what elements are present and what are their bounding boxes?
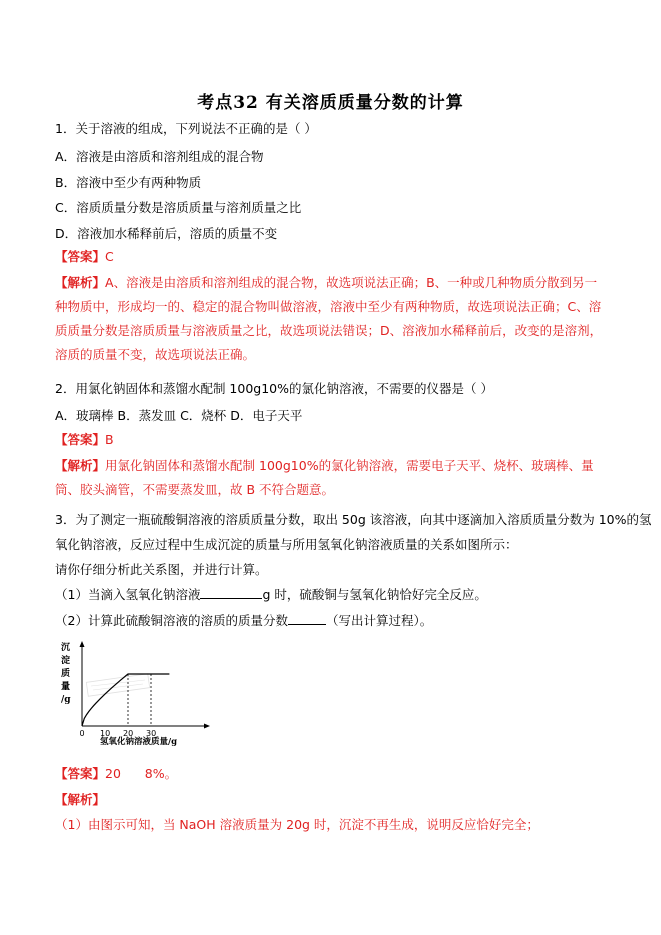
q2-stem: 2．用氯化钠固体和蒸馏水配制 100g10%的氯化钠溶液，不需要的仪器是（ ） xyxy=(55,381,493,396)
x-axis-arrow xyxy=(204,724,210,729)
analysis-text: A、溶液是由溶质和溶剂组成的混合物，故选项说法正确；B、一种或几种物质分散到另一种物质中，形成均一的、稳定的混合物叫做溶液，溶液中至少有两种物质，故选项说法正确；C、溶质质量分数是溶质质量与溶液质量之比，故选项说法错误；D、溶液加水稀释前后，改变的是溶剂，溶质的质量不变，故选项说法正确。 xyxy=(55,275,603,362)
q3-part2: （2）计算此硫酸铜溶液的溶质的质量分数 （写出计算过程）。 xyxy=(55,613,433,628)
answer-blank-1[interactable] xyxy=(200,586,262,599)
q1-stem: 1．关于溶液的组成，下列说法不正确的是（ ） xyxy=(55,121,317,136)
q1-analysis xyxy=(55,271,607,367)
q3-part1: （1）当滴入氢氧化钠溶液 g 时，硫酸铜与氢氧化钠恰好完全反应。 xyxy=(55,587,487,602)
y-axis-label-char: 淀 xyxy=(61,656,71,666)
precipitate-curve xyxy=(82,674,169,726)
x-tick-label: 0 xyxy=(79,729,85,738)
x-tick-label: 10 xyxy=(100,729,111,738)
x-tick-label: 20 xyxy=(123,729,134,738)
q3-stem-line2: 氧化钠溶液，反应过程中生成沉淀的质量与所用氢氧化钠溶液质量的关系如图所示： xyxy=(55,537,518,552)
q3-stem-line1: 3．为了测定一瓶硫酸铜溶液的溶质质量分数，取出 50g 该溶液，向其中逐滴加入溶质质量分数为 10%的氢 xyxy=(55,512,652,527)
page-title: 考点32 有关溶质质量分数的计算 xyxy=(197,93,464,113)
q1-option-b: B．溶液中至少有两种物质 xyxy=(55,175,202,190)
y-axis-label-char: 量 xyxy=(61,682,71,692)
answer-label: 【答案】 xyxy=(55,432,106,447)
y-axis-arrow xyxy=(80,641,85,647)
q1-option-d: D．溶液加水稀释前后，溶质的质量不变 xyxy=(55,226,278,241)
y-axis-label-char: /g xyxy=(61,695,71,705)
precipitate-graph xyxy=(55,636,215,746)
q3-answer xyxy=(55,764,177,782)
answer-blank-2[interactable] xyxy=(288,612,326,625)
answer-value: 20 8%。 xyxy=(105,766,178,781)
x-axis-label: 氢氧化钠溶液质量/g xyxy=(100,737,178,746)
q3-stem-line3: 请你仔细分析此关系图，并进行计算。 xyxy=(55,562,268,577)
faint-watermark xyxy=(86,674,149,696)
x-tick-label: 30 xyxy=(146,729,157,738)
y-axis-label-char: 质 xyxy=(61,669,71,679)
answer-value: B xyxy=(105,432,114,447)
answer-value: C xyxy=(105,249,114,264)
analysis-label: 【解析】 xyxy=(55,275,106,290)
analysis-label: 【解析】 xyxy=(55,458,106,473)
q1-answer xyxy=(55,247,114,265)
q3-analysis-line1: （1）由图示可知，当 NaOH 溶液质量为 20g 时，沉淀不再生成，说明反应恰好完全； xyxy=(55,817,539,832)
answer-label: 【答案】 xyxy=(55,249,106,264)
answer-label: 【答案】 xyxy=(55,766,106,781)
q2-answer xyxy=(55,430,114,448)
q2-options: A．玻璃棒 B．蒸发皿 C．烧杯 D．电子天平 xyxy=(55,408,303,423)
q1-option-c: C．溶质质量分数是溶质质量与溶剂质量之比 xyxy=(55,200,302,215)
q3-analysis-label: 【解析】 xyxy=(55,792,106,807)
analysis-text: 用氯化钠固体和蒸馏水配制 100g10%的氯化钠溶液，需要电子天平、烧杯、玻璃棒、量筒、胶头滴管，不需要蒸发皿，故 B 不符合题意。 xyxy=(55,458,594,497)
y-axis-label xyxy=(61,641,71,705)
q1-option-a: A．溶液是由溶质和溶剂组成的混合物 xyxy=(55,149,264,164)
y-axis-label-char: 沉 xyxy=(61,643,71,653)
q2-analysis xyxy=(55,454,607,502)
